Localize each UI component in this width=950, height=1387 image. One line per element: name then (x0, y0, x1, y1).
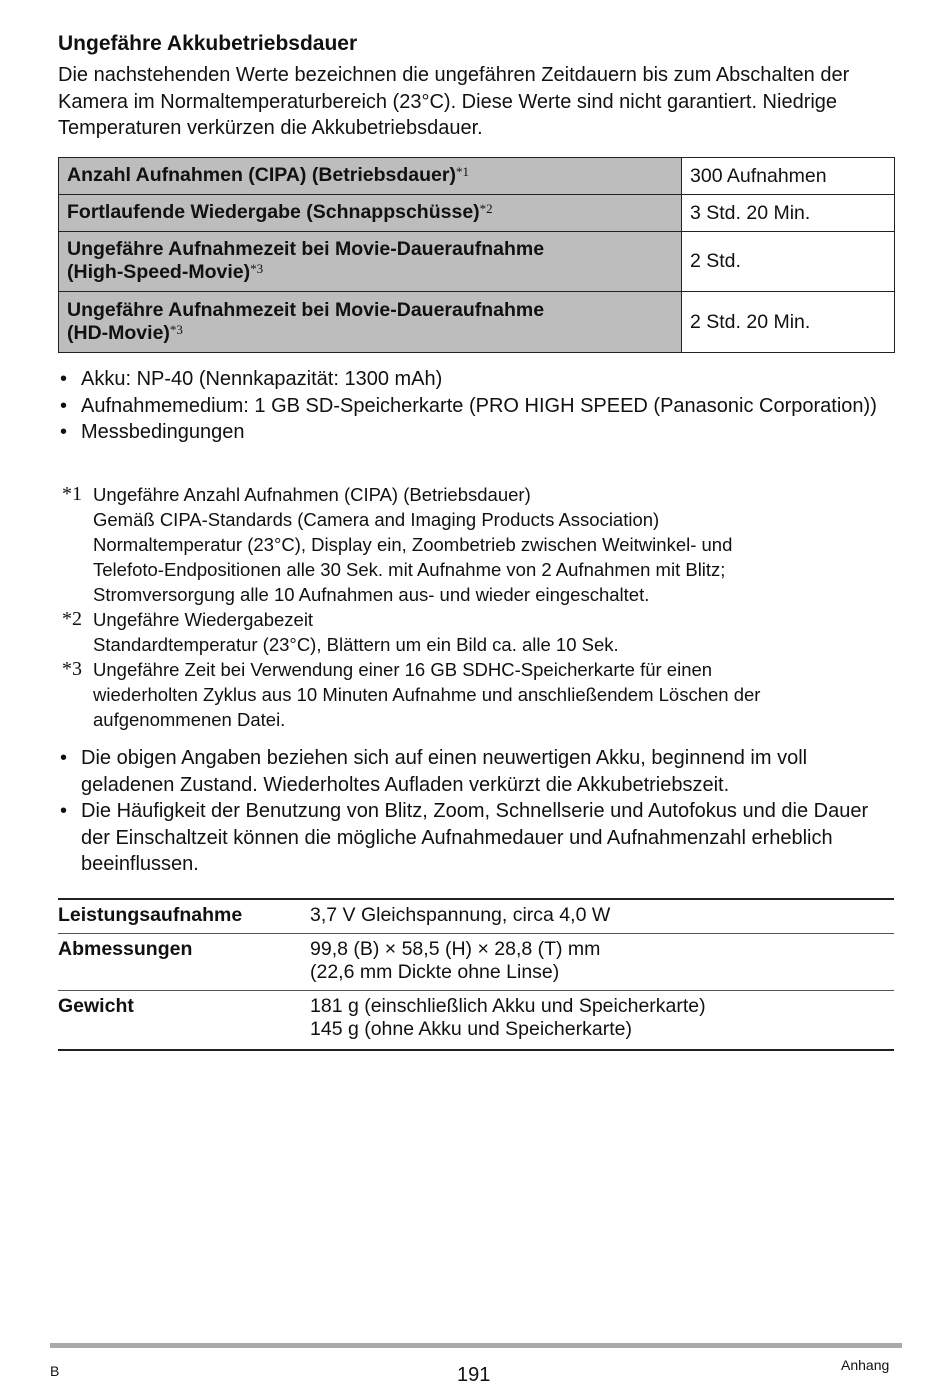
list-item-text: Aufnahmemedium: 1 GB SD-Speicherkarte (PRO HIGH SPEED (Panasonic Corporation)) (81, 394, 877, 417)
spec-value-line: 181 g (einschließlich Akku und Speicherkarte) (310, 995, 706, 1017)
list-item-text: Die Häufigkeit der Benutzung von Blitz, Zoom, Schnellserie und Autofokus und die Dauer der Einschaltzeit können die mögliche Aufnahmedauer und Aufnahmenzahl erheblich beeinflussen. (81, 800, 869, 875)
footnote-ref: *1 (455, 164, 469, 179)
footnote-mark: *3 (62, 658, 82, 680)
footnote-line: Normaltemperatur (23°C), Display ein, Zoombetrieb zwischen Weitwinkel- und (93, 534, 733, 555)
table-row (59, 292, 895, 353)
spec-value-line: 99,8 (B) × 58,5 (H) × 28,8 (T) mm (310, 938, 601, 960)
table-row (59, 232, 895, 292)
footnote-mark: *2 (62, 608, 82, 630)
table-row (59, 158, 895, 195)
row-label-line2: (HD-Movie) (67, 321, 170, 344)
spec-value-line: (22,6 mm Dickte ohne Linse) (310, 961, 560, 983)
footnote-line: Gemäß CIPA-Standards (Camera and Imaging Products Association) (93, 509, 660, 530)
footnote-line: Ungefähre Wiedergabezeit (93, 609, 314, 630)
footnote (62, 657, 892, 732)
row-label-line1: Ungefähre Aufnahmezeit bei Movie-Daueraufnahme (67, 298, 545, 321)
footer-section-label: Anhang (841, 1357, 890, 1373)
table-value-cell: 3 Std. 20 Min. (682, 195, 895, 232)
list-item-text: Messbedingungen (81, 421, 245, 443)
table-row (58, 899, 894, 934)
footnote-line: aufgenommenen Datei. (93, 709, 286, 730)
footnote-line: Ungefähre Anzahl Aufnahmen (CIPA) (Betriebsdauer) (93, 484, 531, 505)
list-item-text: Akku: NP-40 (Nennkapazität: 1300 mAh) (81, 368, 443, 390)
page-number: 191 (457, 1364, 491, 1386)
footnote-line: Telefoto-Endpositionen alle 30 Sek. mit Aufnahme von 2 Aufnahmen mit Blitz; (93, 559, 726, 580)
footnote (62, 482, 892, 607)
footnote-ref: *3 (169, 321, 183, 337)
table-row (58, 991, 894, 1051)
specs-table (58, 898, 894, 1051)
row-label: Anzahl Aufnahmen (CIPA) (Betriebsdauer) (67, 164, 456, 186)
list-item (58, 393, 898, 420)
intro-paragraph: Die nachstehenden Werte bezeichnen die ungefähren Zeitdauern bis zum Abschalten der Kamera im Normaltemperaturbereich (23°C). Diese Werte sind nicht garantiert. Niedrige Temperaturen verkürzen die Akkubetriebsdauer. (58, 64, 850, 139)
spec-value (310, 991, 894, 1051)
row-label-line2: (High-Speed-Movie) (67, 261, 251, 283)
footnote (62, 607, 892, 657)
footnote-line: Standardtemperatur (23°C), Blättern um ein Bild ca. alle 10 Sek. (93, 634, 619, 655)
spec-value (310, 934, 894, 991)
table-row (59, 195, 895, 232)
row-label: Fortlaufende Wiedergabe (Schnappschüsse) (67, 201, 480, 223)
list-item (58, 798, 898, 878)
row-label-line1: Ungefähre Aufnahmezeit bei Movie-Daueraufnahme (67, 238, 545, 260)
remarks-list (58, 745, 898, 878)
footnote-ref: *2 (479, 201, 493, 216)
footnotes (62, 482, 892, 732)
bullet-glyph: • (60, 800, 68, 822)
table-label-cell (59, 195, 682, 232)
footnote-line: wiederholten Zyklus aus 10 Minuten Aufnahme und anschließendem Löschen der (93, 684, 761, 705)
bullet-glyph: • (60, 747, 68, 769)
bullet-glyph: • (60, 421, 68, 443)
list-item (58, 745, 898, 798)
battery-life-table (58, 157, 895, 353)
list-item (58, 419, 898, 446)
table-label-cell (59, 292, 682, 353)
table-value-cell: 2 Std. 20 Min. (682, 292, 895, 353)
footer-divider (50, 1343, 902, 1348)
footnote-line: Ungefähre Zeit bei Verwendung einer 16 GB SDHC-Speicherkarte für einen (93, 659, 713, 680)
table-row (58, 934, 894, 991)
spec-value-line: 3,7 V Gleichspannung, circa 4,0 W (310, 904, 611, 926)
bullet-glyph: • (60, 394, 68, 417)
spec-key: Leistungsaufnahme (58, 899, 310, 934)
footnote-line: Stromversorgung alle 10 Aufnahmen aus- und wieder eingeschaltet. (93, 584, 650, 605)
list-item-text: Die obigen Angaben beziehen sich auf einen neuwertigen Akku, beginnend im voll geladenen Zustand. Wiederholtes Aufladen verkürzt die Akkubetriebszeit. (81, 747, 808, 796)
conditions-list (58, 366, 898, 446)
spec-key: Gewicht (58, 991, 310, 1051)
spec-value (310, 899, 894, 934)
footnote-ref: *3 (250, 261, 264, 276)
list-item (58, 366, 898, 393)
table-label-cell (59, 232, 682, 292)
spec-value-line: 145 g (ohne Akku und Speicherkarte) (310, 1018, 632, 1040)
footnote-mark: *1 (62, 483, 82, 505)
table-value-cell: 300 Aufnahmen (682, 158, 895, 195)
footer-language-mark: B (50, 1363, 60, 1379)
spec-key: Abmessungen (58, 934, 310, 991)
bullet-glyph: • (60, 368, 68, 390)
table-label-cell (59, 158, 682, 195)
section-heading: Ungefähre Akkubetriebsdauer (58, 32, 358, 55)
table-value-cell: 2 Std. (682, 232, 895, 292)
